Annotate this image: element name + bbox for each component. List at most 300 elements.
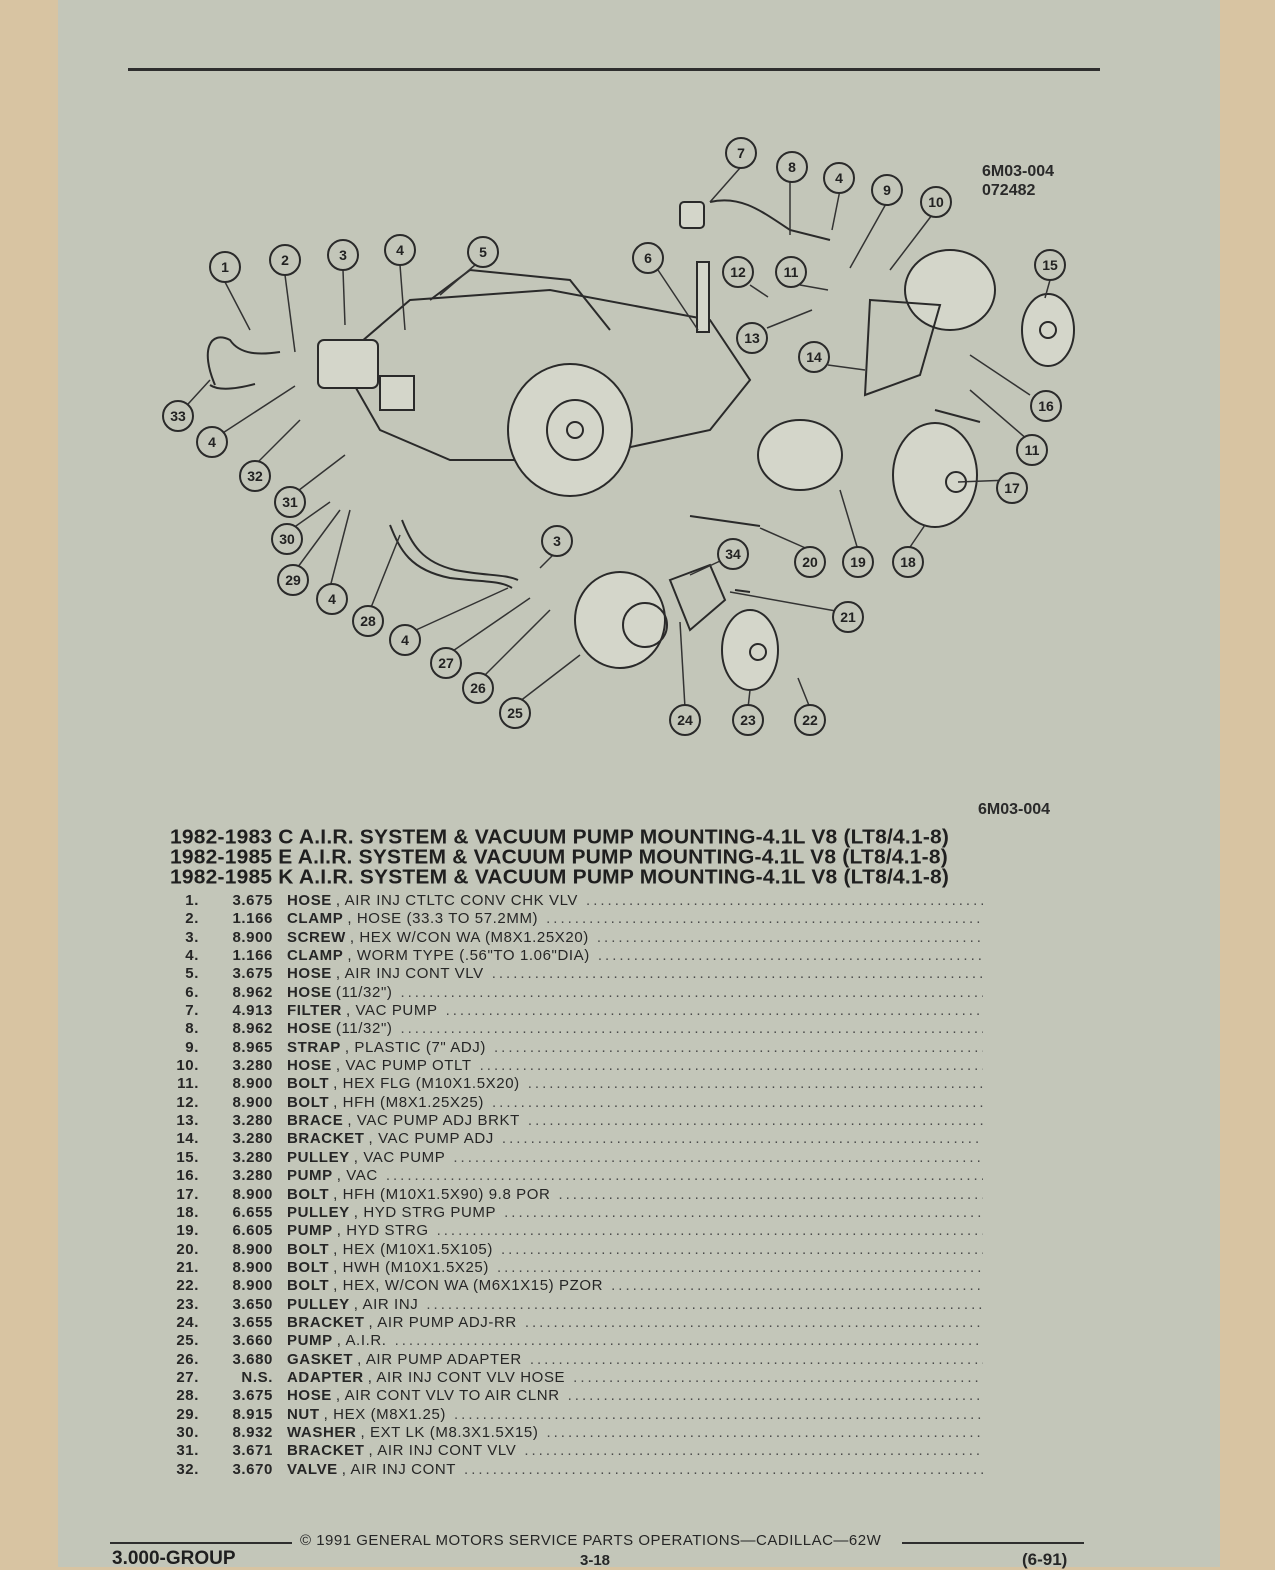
svg-text:29: 29 <box>285 572 301 588</box>
callout-15 <box>1035 250 1065 280</box>
svg-text:17: 17 <box>1004 480 1020 496</box>
part-group-code: 8.900 <box>232 1093 273 1111</box>
part-group-code: 3.650 <box>232 1295 273 1313</box>
svg-text:7: 7 <box>737 145 745 161</box>
part-number: 26. <box>176 1350 199 1368</box>
dot-leader <box>497 1259 983 1276</box>
callout-28 <box>353 606 383 636</box>
part-row <box>163 1332 983 1350</box>
dot-leader <box>597 929 983 946</box>
part-group-code: 3.670 <box>232 1460 273 1478</box>
callout-4b <box>824 163 854 193</box>
dot-leader <box>494 1039 983 1056</box>
svg-text:23: 23 <box>740 712 756 728</box>
dot-leader <box>395 1332 983 1349</box>
callout-20 <box>795 547 825 577</box>
part-number: 4. <box>185 947 199 965</box>
part-description: , HWH (M10X1.5X25) <box>333 1258 489 1276</box>
dot-leader <box>502 1130 983 1147</box>
part-row <box>163 1204 983 1222</box>
valve-solenoid <box>380 376 414 410</box>
part-group-code: 3.680 <box>232 1350 273 1368</box>
hose-6-shape <box>697 262 709 332</box>
part-row <box>163 1351 983 1369</box>
section-title: 1982-1983 C A.I.R. SYSTEM & VACUUM PUMP MOUNTING-4.1L V8 (LT8/4.1-8) <box>170 826 950 849</box>
parts-list <box>163 892 983 1479</box>
vac-filter <box>680 202 704 228</box>
part-name: BRACE <box>287 1112 344 1130</box>
part-name: SCREW <box>287 928 346 946</box>
svg-text:3: 3 <box>553 533 561 549</box>
hyd-strg-pump <box>758 420 842 490</box>
callout-5 <box>468 237 498 267</box>
svg-text:14: 14 <box>806 349 822 365</box>
dot-leader <box>598 947 983 964</box>
part-description: , VAC PUMP <box>345 1002 438 1020</box>
svg-text:2: 2 <box>281 252 289 268</box>
part-row <box>163 1296 983 1314</box>
dot-leader <box>558 1186 983 1203</box>
part-row <box>163 1277 983 1295</box>
callout-2 <box>270 245 300 275</box>
part-group-code: 8.900 <box>232 1075 273 1093</box>
part-description: , AIR INJ CTLTC CONV CHK VLV <box>335 892 579 909</box>
part-row <box>163 1424 983 1442</box>
callout-34 <box>718 539 748 569</box>
svg-text:26: 26 <box>470 680 486 696</box>
diagram-ref-code <box>982 162 1054 200</box>
dot-leader <box>530 1351 983 1368</box>
part-row <box>163 1314 983 1332</box>
part-number: 25. <box>176 1332 199 1350</box>
part-group-code: 1.166 <box>232 947 273 965</box>
part-description: , HEX (M10X1.5X105) <box>333 1240 493 1258</box>
part-description: , HYD STRG PUMP <box>353 1203 497 1221</box>
part-description: , AIR PUMP ADJ-RR <box>368 1313 517 1331</box>
part-name: PUMP <box>287 1167 333 1185</box>
part-group-code: 3.280 <box>232 1148 273 1166</box>
part-group-code: 6.655 <box>232 1203 273 1221</box>
part-group-code: 8.965 <box>232 1038 273 1056</box>
part-number: 20. <box>176 1240 199 1258</box>
svg-text:18: 18 <box>900 554 916 570</box>
part-row <box>163 1241 983 1259</box>
svg-text:21: 21 <box>840 609 856 625</box>
part-number: 24. <box>176 1313 199 1331</box>
part-description: , HYD STRG <box>336 1222 429 1240</box>
svg-text:9: 9 <box>883 182 891 198</box>
dot-leader <box>528 1112 983 1129</box>
part-description: , VAC PUMP ADJ <box>368 1130 494 1148</box>
part-name: BOLT <box>287 1277 330 1295</box>
part-description: , AIR CONT VLV TO AIR CLNR <box>335 1387 560 1405</box>
part-group-code: 8.900 <box>232 928 273 946</box>
part-number: 16. <box>176 1167 199 1185</box>
part-name: STRAP <box>287 1038 341 1056</box>
vac-pump-pulley <box>1022 294 1074 366</box>
part-description: , HEX W/CON WA (M8X1.25X20) <box>349 928 589 946</box>
page-footer <box>0 1520 1275 1567</box>
hose-1 <box>208 337 280 385</box>
section-title: 1982-1985 K A.I.R. SYSTEM & VACUUM PUMP MOUNTING-4.1L V8 (LT8/4.1-8) <box>170 866 950 889</box>
part-row <box>163 1057 983 1075</box>
page-number: 3-18 <box>580 1552 611 1569</box>
part-name: BRACKET <box>287 1442 365 1460</box>
callout-14 <box>799 342 829 372</box>
callout-21 <box>833 602 863 632</box>
svg-text:22: 22 <box>802 712 818 728</box>
part-row <box>163 947 983 965</box>
dot-leader <box>524 1442 983 1459</box>
svg-text:4: 4 <box>208 434 216 450</box>
bolt-20 <box>690 516 760 526</box>
part-row <box>163 1387 983 1405</box>
footer-group: 3.000-GROUP <box>112 1548 236 1569</box>
bolt-21 <box>735 590 750 592</box>
part-description: , HEX (M8X1.25) <box>323 1405 447 1423</box>
part-group-code: 3.671 <box>232 1442 273 1460</box>
part-name: BOLT <box>287 1240 330 1258</box>
part-group-code: 4.913 <box>232 1002 273 1020</box>
part-description: , PLASTIC (7" ADJ) <box>344 1038 487 1056</box>
part-row <box>163 1406 983 1424</box>
part-description: , AIR INJ CONT <box>341 1460 457 1478</box>
part-name: FILTER <box>287 1002 342 1020</box>
svg-text:11: 11 <box>1024 442 1040 458</box>
dot-leader <box>446 1002 983 1019</box>
part-row <box>163 1002 983 1020</box>
part-group-code: 3.280 <box>232 1057 273 1075</box>
callout-3 <box>328 240 358 270</box>
part-row <box>163 984 983 1002</box>
part-description: (11/32") <box>335 983 393 1001</box>
svg-text:12: 12 <box>730 264 746 280</box>
part-name: BOLT <box>287 1075 330 1093</box>
dot-leader <box>546 1424 983 1441</box>
svg-text:34: 34 <box>725 546 741 562</box>
part-description: , VAC PUMP ADJ BRKT <box>347 1112 520 1130</box>
diagram-ref-bottom: 6M03-004 <box>978 801 1051 818</box>
dot-leader <box>480 1057 983 1074</box>
callout-11b <box>1017 435 1047 465</box>
part-row <box>163 1442 983 1460</box>
part-number: 18. <box>176 1203 199 1221</box>
part-number: 27. <box>176 1368 199 1386</box>
part-number: 21. <box>176 1258 199 1276</box>
part-name: PULLEY <box>287 1203 350 1221</box>
callout-16 <box>1031 391 1061 421</box>
part-number: 12. <box>176 1093 199 1111</box>
callout-12 <box>723 257 753 287</box>
callout-7 <box>726 138 756 168</box>
svg-text:27: 27 <box>438 655 454 671</box>
svg-text:28: 28 <box>360 613 376 629</box>
dot-leader <box>504 1204 983 1221</box>
part-description: (11/32") <box>335 1020 393 1038</box>
dot-leader <box>492 965 983 982</box>
svg-text:33: 33 <box>170 408 186 424</box>
svg-text:31: 31 <box>282 494 298 510</box>
part-description: , A.I.R. <box>336 1332 387 1350</box>
part-number: 17. <box>176 1185 199 1203</box>
part-group-code: 3.675 <box>232 1387 273 1405</box>
part-name: HOSE <box>287 1387 332 1405</box>
callout-8 <box>777 152 807 182</box>
dot-leader <box>426 1296 983 1313</box>
part-group-code: 6.605 <box>232 1222 273 1240</box>
svg-text:10: 10 <box>928 194 944 210</box>
dot-leader <box>454 1406 983 1423</box>
callout-10 <box>921 187 951 217</box>
part-row <box>163 929 983 947</box>
callout-29 <box>278 565 308 595</box>
svg-text:4: 4 <box>401 632 409 648</box>
part-description: , HOSE (33.3 TO 57.2MM) <box>347 910 539 928</box>
part-row <box>163 1149 983 1167</box>
part-number: 11. <box>177 1075 199 1093</box>
part-name: PUMP <box>287 1332 333 1350</box>
svg-text:24: 24 <box>677 712 693 728</box>
part-group-code: 3.675 <box>232 965 273 983</box>
part-row <box>163 1167 983 1185</box>
part-name: HOSE <box>287 965 332 983</box>
alternator <box>508 364 632 496</box>
callout-4d <box>317 584 347 614</box>
callout-30 <box>272 524 302 554</box>
part-description: , AIR PUMP ADAPTER <box>357 1350 522 1368</box>
dot-leader <box>437 1222 983 1239</box>
part-row <box>163 1020 983 1038</box>
part-name: BOLT <box>287 1258 330 1276</box>
part-description: , AIR INJ <box>353 1295 419 1313</box>
part-group-code: 8.932 <box>232 1423 273 1441</box>
callout-22 <box>795 705 825 735</box>
header-rule <box>128 68 1100 71</box>
footer-rule-left <box>110 1542 292 1544</box>
part-description: , HEX FLG (M10X1.5X20) <box>333 1075 520 1093</box>
part-name: PULLEY <box>287 1295 350 1313</box>
part-name: HOSE <box>287 1057 332 1075</box>
section-title: 1982-1985 E A.I.R. SYSTEM & VACUUM PUMP MOUNTING-4.1L V8 (LT8/4.1-8) <box>170 846 948 869</box>
hose-8-shape <box>710 200 830 240</box>
dot-leader <box>453 1149 983 1166</box>
part-name: HOSE <box>287 1020 332 1038</box>
vac-pump <box>905 250 995 330</box>
air-pump-bracket <box>670 565 725 630</box>
svg-text:8: 8 <box>788 159 796 175</box>
part-name: PUMP <box>287 1222 333 1240</box>
part-group-code: 3.280 <box>232 1167 273 1185</box>
part-number: 14. <box>176 1130 199 1148</box>
part-group-code: 8.900 <box>232 1277 273 1295</box>
dot-leader <box>586 892 983 909</box>
part-row <box>163 1186 983 1204</box>
svg-text:20: 20 <box>802 554 818 570</box>
svg-text:3: 3 <box>339 247 347 263</box>
callout-18 <box>893 547 923 577</box>
part-description: , AIR INJ CONT VLV HOSE <box>367 1368 566 1386</box>
part-description: , AIR INJ CONT VLV <box>335 965 484 983</box>
part-name: BRACKET <box>287 1130 365 1148</box>
diagram-ref-line2: 072482 <box>982 182 1036 199</box>
part-number: 7. <box>185 1002 199 1020</box>
part-number: 6. <box>185 983 199 1001</box>
dot-leader <box>611 1277 983 1294</box>
callout-17 <box>997 473 1027 503</box>
hose-28-outer <box>402 520 518 580</box>
part-name: NUT <box>287 1405 320 1423</box>
part-number: 8. <box>185 1020 199 1038</box>
dot-leader <box>568 1387 983 1404</box>
part-name: HOSE <box>287 983 332 1001</box>
dot-leader <box>573 1369 983 1386</box>
callout-1 <box>210 252 240 282</box>
svg-text:32: 32 <box>247 468 263 484</box>
part-number: 31. <box>176 1442 199 1460</box>
part-name: BOLT <box>287 1185 330 1203</box>
part-row <box>163 1130 983 1148</box>
part-description: , WORM TYPE (.56"TO 1.06"DIA) <box>347 947 590 965</box>
part-description: , HFH (M8X1.25X25) <box>333 1093 484 1111</box>
svg-text:1: 1 <box>221 259 229 275</box>
callout-32 <box>240 461 270 491</box>
part-group-code: 3.655 <box>232 1313 273 1331</box>
part-group-code: 8.900 <box>232 1240 273 1258</box>
part-name: CLAMP <box>287 947 344 965</box>
callout-4c <box>197 427 227 457</box>
part-group-code: 3.660 <box>232 1332 273 1350</box>
callout-4 <box>385 235 415 265</box>
part-number: 19. <box>176 1222 199 1240</box>
part-row <box>163 1369 983 1387</box>
callout-31 <box>275 487 305 517</box>
svg-text:19: 19 <box>850 554 866 570</box>
callout-25 <box>500 698 530 728</box>
callout-6 <box>633 243 663 273</box>
part-group-code: 3.675 <box>232 892 273 909</box>
part-name: BOLT <box>287 1093 330 1111</box>
part-number: 23. <box>176 1295 199 1313</box>
part-number: 15. <box>176 1148 199 1166</box>
part-name: PULLEY <box>287 1148 350 1166</box>
dot-leader <box>464 1461 983 1478</box>
part-description: , VAC PUMP <box>353 1148 446 1166</box>
air-inj-cont-valve <box>318 340 378 388</box>
callout-19 <box>843 547 873 577</box>
callout-4e <box>390 625 420 655</box>
part-row <box>163 910 983 928</box>
part-number: 10. <box>176 1057 199 1075</box>
part-number: 29. <box>176 1405 199 1423</box>
bolt-17 <box>935 410 980 422</box>
part-row <box>163 965 983 983</box>
callout-13 <box>737 323 767 353</box>
part-description: , VAC PUMP OTLT <box>335 1057 472 1075</box>
svg-text:4: 4 <box>328 591 336 607</box>
part-number: 13. <box>176 1112 199 1130</box>
part-description: , HFH (M10X1.5X90) 9.8 POR <box>333 1185 551 1203</box>
exploded-parts-diagram <box>150 130 1090 750</box>
dot-leader <box>528 1075 983 1092</box>
svg-text:4: 4 <box>835 170 843 186</box>
part-group-code: 3.280 <box>232 1112 273 1130</box>
dot-leader <box>386 1167 983 1184</box>
part-name: GASKET <box>287 1350 354 1368</box>
dot-leader <box>400 984 983 1001</box>
dot-leader <box>400 1020 983 1037</box>
part-description: , HEX, W/CON WA (M6X1X15) PZOR <box>333 1277 604 1295</box>
callout-27 <box>431 648 461 678</box>
part-row <box>163 892 983 910</box>
part-description: , VAC <box>336 1167 378 1185</box>
part-description: , EXT LK (M8.3X1.5X15) <box>360 1423 539 1441</box>
part-name: WASHER <box>287 1423 357 1441</box>
part-group-code: 8.900 <box>232 1185 273 1203</box>
part-description: , AIR INJ CONT VLV <box>368 1442 517 1460</box>
svg-text:13: 13 <box>744 330 760 346</box>
part-row <box>163 1222 983 1240</box>
part-number: 28. <box>176 1387 199 1405</box>
dot-leader <box>492 1094 983 1111</box>
part-row <box>163 1112 983 1130</box>
part-number: 30. <box>176 1423 199 1441</box>
svg-text:30: 30 <box>279 531 295 547</box>
part-number: 5. <box>185 965 199 983</box>
part-number: 22. <box>176 1277 199 1295</box>
dot-leader <box>546 910 983 927</box>
part-number: 32. <box>176 1460 199 1478</box>
part-row <box>163 1461 983 1479</box>
svg-text:25: 25 <box>507 705 523 721</box>
air-pump <box>575 572 665 668</box>
part-number: 2. <box>185 910 199 928</box>
diagram-ref-line1: 6M03-004 <box>982 163 1055 180</box>
part-name: HOSE <box>287 892 332 909</box>
footer-rule-right <box>902 1542 1084 1544</box>
dot-leader <box>525 1314 983 1331</box>
svg-text:16: 16 <box>1038 398 1054 414</box>
hose-33 <box>210 384 255 389</box>
callout-33 <box>163 401 193 431</box>
part-row <box>163 1094 983 1112</box>
callout-9 <box>872 175 902 205</box>
part-group-code: 3.280 <box>232 1130 273 1148</box>
dot-leader <box>501 1241 983 1258</box>
footer-copyright: © 1991 GENERAL MOTORS SERVICE PARTS OPERATIONS—CADILLAC—62W <box>300 1532 882 1549</box>
part-group-code: 8.962 <box>232 983 273 1001</box>
part-row <box>163 1259 983 1277</box>
part-row <box>163 1075 983 1093</box>
part-group-code: 8.915 <box>232 1405 273 1423</box>
svg-text:5: 5 <box>479 244 487 260</box>
part-number: 9. <box>185 1038 199 1056</box>
part-group-code: 8.900 <box>232 1258 273 1276</box>
part-name: ADAPTER <box>287 1368 364 1386</box>
callout-26 <box>463 673 493 703</box>
svg-text:4: 4 <box>396 242 404 258</box>
part-row <box>163 1039 983 1057</box>
part-group-code: N.S. <box>241 1368 273 1386</box>
callout-24 <box>670 705 700 735</box>
part-group-code: 1.166 <box>232 910 273 928</box>
part-number: 1. <box>185 892 199 909</box>
svg-text:11: 11 <box>783 264 799 280</box>
part-name: CLAMP <box>287 910 344 928</box>
part-group-code: 8.962 <box>232 1020 273 1038</box>
footer-date: (6-91) <box>1022 1550 1068 1569</box>
intake-manifold <box>430 270 610 330</box>
callout-3b <box>542 526 572 556</box>
